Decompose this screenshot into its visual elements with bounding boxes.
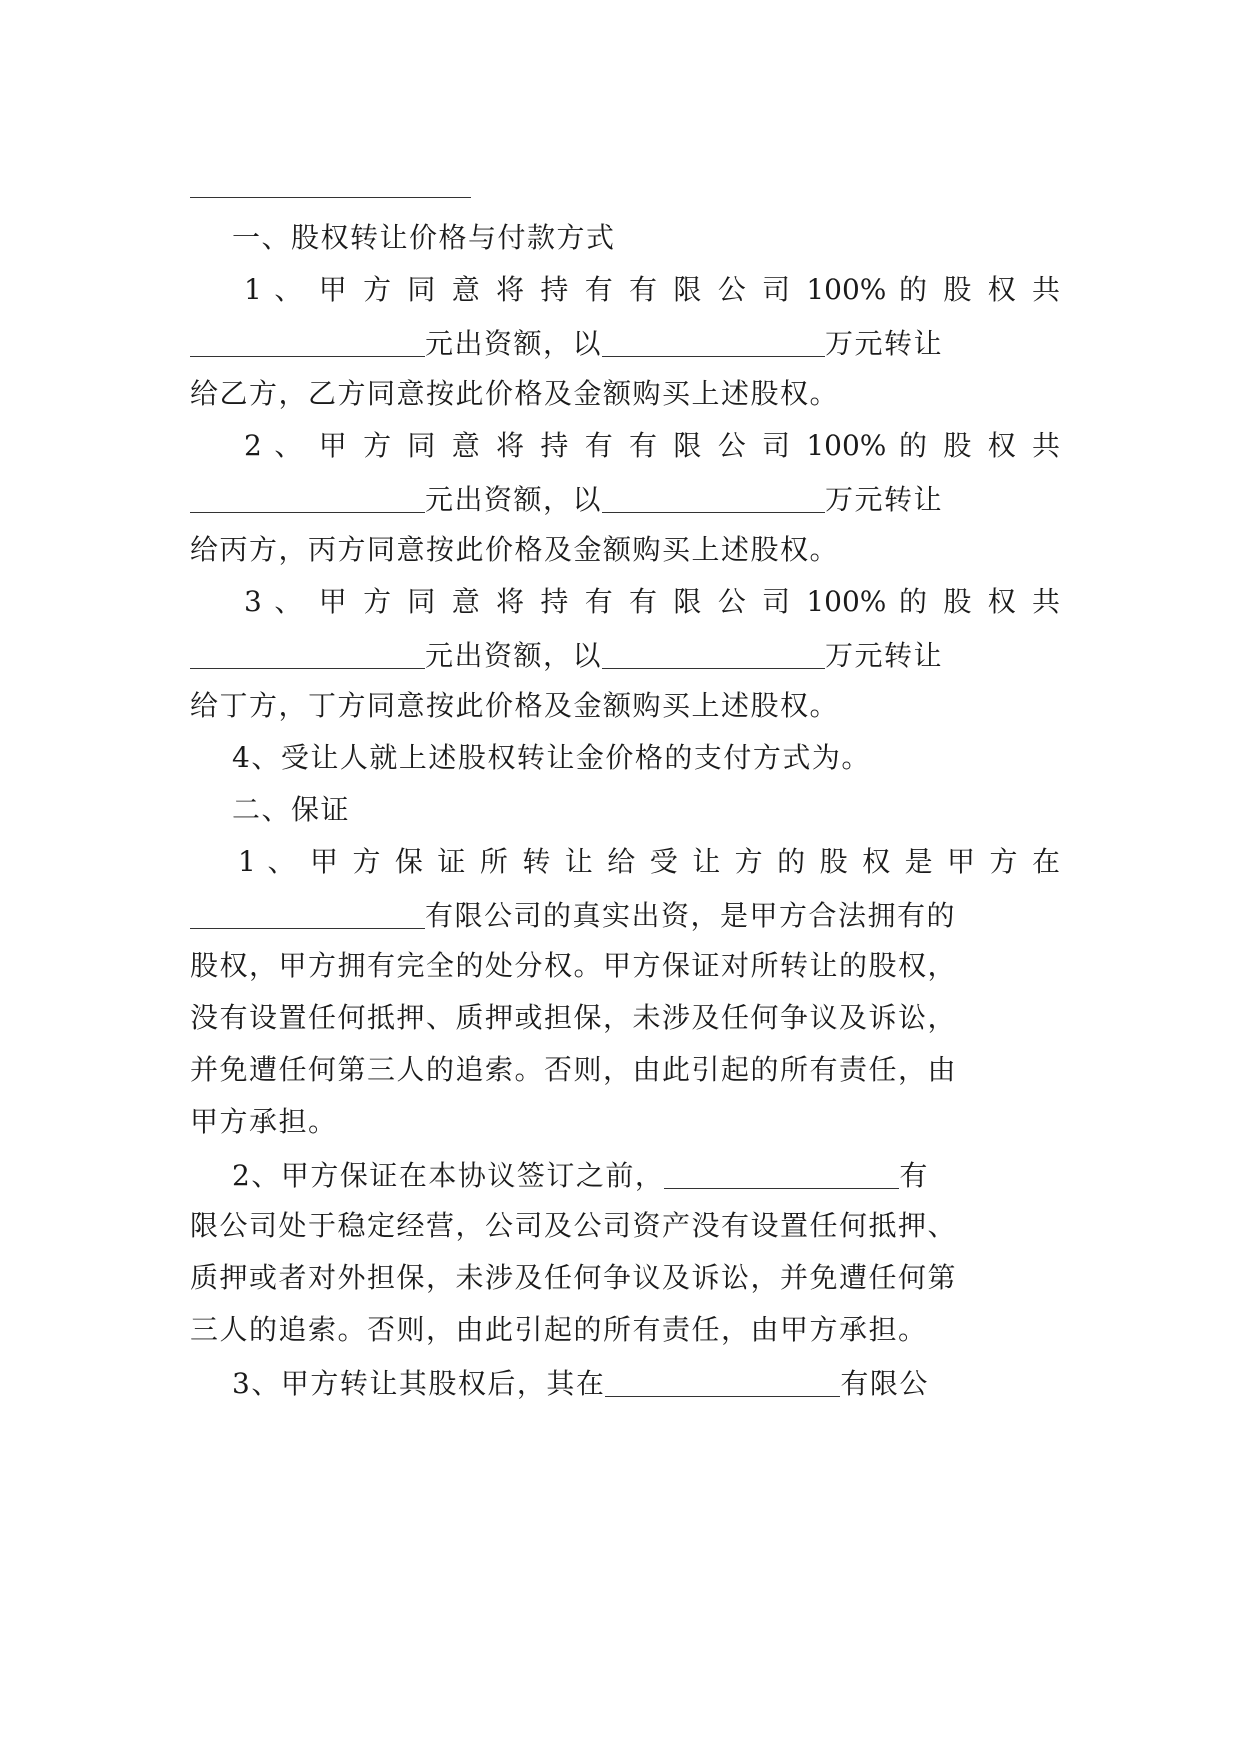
fill-blank[interactable] — [190, 634, 425, 669]
fill-blank[interactable] — [190, 478, 425, 513]
clause4: 4、受让人就上述股权转让金价格的支付方式为。 — [232, 741, 871, 774]
fill-blank[interactable] — [190, 322, 425, 357]
clause1-line2 — [190, 322, 1060, 362]
guarantee3-text-a: 3、甲方转让其股权后，其在 — [232, 1367, 606, 1400]
guarantee1-line1: 1 、 甲 方 保 证 所 转 让 给 受 让 方 的 股 权 是 甲 方 在 — [238, 845, 1060, 878]
fill-blank[interactable] — [602, 634, 825, 669]
clause2-line3: 给丙方，丙方同意按此价格及金额购买上述股权。 — [190, 533, 840, 566]
fill-blank[interactable] — [664, 1154, 899, 1189]
guarantee2-text-b: 有 — [899, 1159, 929, 1192]
clause3-line2 — [190, 634, 1060, 674]
clause1-line1: 1 、 甲 方 同 意 将 持 有 有 限 公 司 100% 的 股 权 共 — [244, 273, 1060, 306]
clause3-line1: 3 、 甲 方 同 意 将 持 有 有 限 公 司 100% 的 股 权 共 — [244, 585, 1060, 618]
guarantee1-line5: 并免遭任何第三人的追索。否则，由此引起的所有责任，由 — [190, 1053, 958, 1086]
guarantee2-text-a: 2、甲方保证在本协议签订之前， — [232, 1159, 665, 1192]
clause2-text-a: 元出资额，以 — [425, 483, 603, 516]
clause2-line2 — [190, 478, 1060, 518]
guarantee2-line2: 限公司处于稳定经营，公司及公司资产没有设置任何抵押、 — [190, 1209, 958, 1242]
guarantee3-text-b: 有限公 — [840, 1367, 929, 1400]
guarantee2-line3: 质押或者对外担保，未涉及任何争议及诉讼，并免遭任何第 — [190, 1261, 958, 1294]
section2-title: 二、保证 — [232, 793, 351, 826]
section1-title: 一、股权转让价格与付款方式 — [232, 221, 616, 254]
fill-blank[interactable] — [605, 1362, 840, 1397]
clause1-text-b: 万元转让 — [825, 327, 944, 360]
clause1-text-a: 元出资额，以 — [425, 327, 603, 360]
fill-blank[interactable] — [190, 894, 425, 929]
guarantee2-line4: 三人的追索。否则，由此引起的所有责任，由甲方承担。 — [190, 1313, 928, 1346]
clause1-line3: 给乙方，乙方同意按此价格及金额购买上述股权。 — [190, 377, 840, 410]
fill-blank[interactable] — [602, 478, 825, 513]
guarantee1-line2 — [190, 894, 1060, 934]
guarantee1-text: 有限公司的真实出资，是甲方合法拥有的 — [425, 899, 957, 932]
guarantee2-line1 — [232, 1154, 1060, 1194]
guarantee1-line3: 股权，甲方拥有完全的处分权。甲方保证对所转让的股权， — [190, 949, 958, 982]
guarantee1-line4: 没有设置任何抵押、质押或担保，未涉及任何争议及诉讼， — [190, 1001, 958, 1034]
guarantee3-line1 — [232, 1362, 1060, 1402]
clause2-line1: 2 、 甲 方 同 意 将 持 有 有 限 公 司 100% 的 股 权 共 — [244, 429, 1060, 462]
top-blank-line — [190, 197, 471, 198]
fill-blank[interactable] — [602, 322, 825, 357]
clause3-text-a: 元出资额，以 — [425, 639, 603, 672]
clause3-text-b: 万元转让 — [825, 639, 944, 672]
clause2-text-b: 万元转让 — [825, 483, 944, 516]
clause3-line3: 给丁方，丁方同意按此价格及金额购买上述股权。 — [190, 689, 840, 722]
guarantee1-line6: 甲方承担。 — [190, 1105, 338, 1138]
